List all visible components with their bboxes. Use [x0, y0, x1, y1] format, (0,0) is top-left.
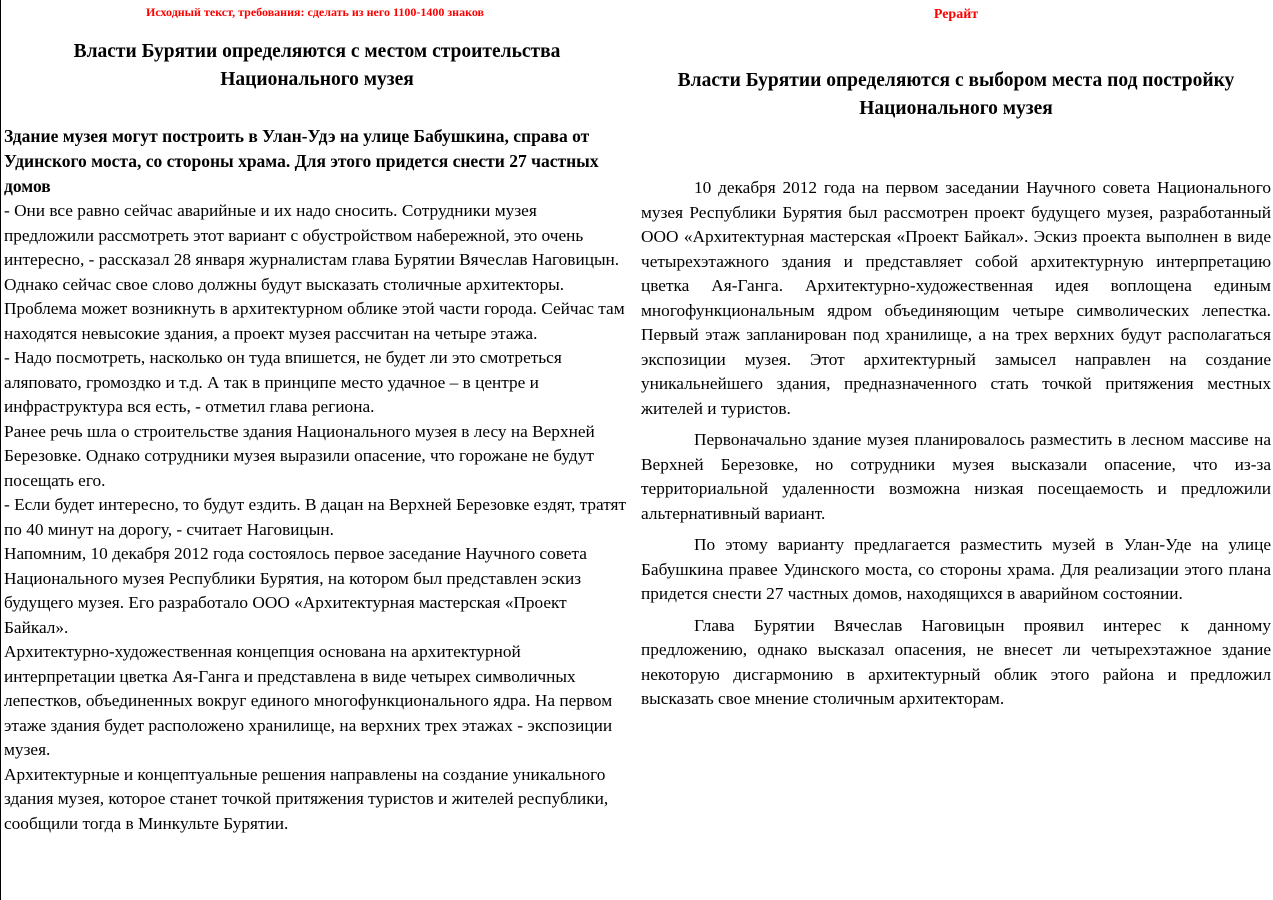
source-paragraph: Архитектурно-художественная концепция основана на архитектурной интерпретации цветка Ая-Ганга и представлена в виде четырех символичных лепестков, объединенных вокруг единого многофункционального ядра. На первом этаже здания будет расположено хранилище, на верхних трех этажах - экспозиции музея. — [4, 642, 613, 759]
rewrite-body — [641, 176, 1271, 712]
source-lead: Здание музея могут построить в Улан-Удэ на улице Бабушкина, справа от Удинского моста, со стороны храма. Для этого придется снести 27 частных домов — [4, 126, 599, 196]
page-left-border — [0, 0, 1, 900]
source-paragraph: Однако сейчас свое слово должны будут высказать столичные архитекторы. — [4, 274, 565, 294]
rewrite-title: Власти Бурятии определяются с выбором места под постройку Национального музея — [677, 70, 1235, 119]
source-paragraph: Напомним, 10 декабря 2012 года состоялось первое заседание Научного совета Национального музея Республики Бурятия, на котором был представлен эскиз будущего музея. Его разработало ООО «Архитектурная мастерская «Проект Байкал». — [4, 544, 587, 637]
source-paragraph: Проблема может возникнуть в архитектурном облике этой части города. Сейчас там находятся невысокие здания, а проект музея рассчитан на четыре этажа. — [4, 299, 625, 343]
source-paragraph: Ранее речь шла о строительстве здания Национального музея в лесу на Верхней Березовке. Однако сотрудники музея выразили опасение, что горожане не будут посещать его. — [4, 421, 595, 490]
source-label: Исходный текст, требования: сделать из него 1100-1400 знаков — [146, 5, 485, 19]
rewrite-paragraph: 10 декабря 2012 года на первом заседании Научного совета Национального музея Республики Бурятия был рассмотрен проект будущего музея, разработанный ООО «Архитектурная мастерская «Проект Байкал». Эскиз проекта выполнен в виде четырехэтажного здания и представляет собой архитектурную интерпретацию цветка Ая-Ганга. Архитектурно-художественная идея воплощена единым многофункциональным ядром объединяющим четыре символических лепестка. Первый этаж запланирован под хранилище, а на трех верхних будут располагаться экспозиции музея. Этот архитектурный замысел направлен на создание уникальнейшего здания, предназначенного стать точкой притяжения местных жителей и туристов. — [641, 178, 1271, 418]
source-paragraph: Архитектурные и концептуальные решения направлены на создание уникального здания музея, которое станет точкой притяжения туристов и жителей республики, сообщили тогда в Минкульте Бурятии. — [4, 764, 609, 833]
source-column — [4, 0, 630, 836]
rewrite-column — [641, 0, 1271, 719]
rewrite-label: Рерайт — [933, 7, 979, 22]
rewrite-paragraph: Глава Бурятии Вячеслав Наговицын проявил интерес к данному предложению, однако высказал опасения, не внесет ли четырехэтажное здание некоторую дисгармонию в архитектурный облик этого района и предложил высказать свое мнение столичным архитекторам. — [641, 615, 1271, 708]
source-paragraph: - Надо посмотреть, насколько он туда впишется, не будет ли это смотреться аляповато, громоздко и т.д. А так в принципе место удачное – в центре и инфраструктура вся есть, - отметил глава региона. — [4, 348, 562, 416]
source-paragraph: - Они все равно сейчас аварийные и их надо сносить. Сотрудники музея предложили рассмотреть этот вариант с обустройством набережной, это очень интересно, - рассказал 28 января журналистам глава Бурятии Вячеслав Наговицын. — [4, 201, 620, 269]
rewrite-paragraph: По этому варианту предлагается разместить музей в Улан-Уде на улице Бабушкина правее Удинского моста, со стороны храма. Для реализации этого плана придется снести 27 частных домов, находящихся в аварийном состоянии. — [641, 535, 1271, 603]
source-title: Власти Бурятии определяются с местом строительства Национального музея — [73, 41, 561, 90]
source-paragraph: - Если будет интересно, то будут ездить. В дацан на Верхней Березовке ездят, тратят по 40 минут на дорогу, - считает Наговицын. — [4, 495, 627, 539]
rewrite-paragraph: Первоначально здание музея планировалось разместить в лесном массиве на Верхней Березовке, но сотрудники музея высказали опасение, что из-за территориальной удаленности возможна низкая посещаемость и предложили альтернативный вариант. — [641, 430, 1271, 523]
